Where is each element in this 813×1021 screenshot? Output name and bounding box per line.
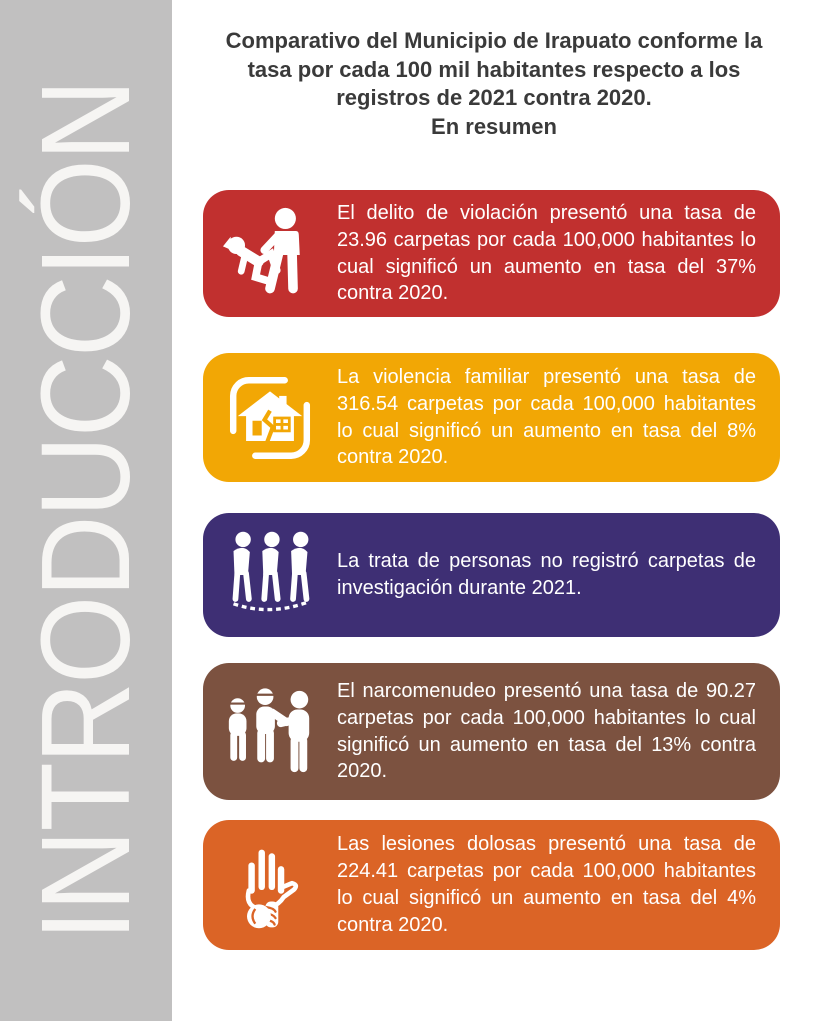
card-text: El delito de violación presentó una tasa de 23.96 carpetas por cada 100,000 habitantes lo cual significó un aumento en tasa del 37% contra 2020. [337, 201, 756, 305]
page-title-line: Comparativo del Municipio de Irapuato conforme la [225, 28, 763, 53]
page-title-line: registros de 2021 contra 2020. [336, 85, 652, 111]
broken-home-icon [224, 372, 316, 464]
page-title [180, 27, 808, 141]
card-text: La trata de personas no registró carpetas de investigación durante 2021. [337, 550, 756, 599]
sidebar-band [0, 0, 172, 1021]
sidebar-title: INTRODUCCIÓN [15, 80, 156, 941]
crime-card-violencia-familiar [203, 353, 780, 482]
crime-card-lesiones-dolosas [203, 820, 780, 950]
rape-assault-icon [222, 206, 318, 302]
icon-box [203, 839, 337, 931]
page-title-line: En resumen [431, 113, 557, 139]
card-text: El narcomenudeo presentó una tasa de 90.27 carpetas por cada 100,000 habitantes lo cual significó un aumento en tasa del 13% contra 2020. [337, 679, 756, 783]
icon-box [203, 206, 337, 302]
card-text: La violencia familiar presentó una tasa de 316.54 carpetas por cada 100,000 habitantes lo cual significó un aumento en tasa del 8% contra 2020. [337, 365, 756, 469]
drug-deal-icon [221, 683, 319, 781]
icon-box [203, 683, 337, 781]
card-text: Las lesiones dolosas presentó una tasa de 224.41 carpetas por cada 100,000 habitantes lo cual significó un aumento en tasa del 4% contra 2020. [337, 833, 756, 936]
crime-card-narcomenudeo [203, 663, 780, 800]
icon-box [203, 527, 337, 623]
hand-fist-injury-icon [224, 839, 316, 931]
icon-box [203, 372, 337, 464]
crime-card-trata-de-personas [203, 513, 780, 637]
page-title-line: tasa por cada 100 mil habitantes respecto a los [247, 56, 741, 82]
chained-people-icon [222, 527, 318, 623]
crime-card-violacion [203, 190, 780, 317]
